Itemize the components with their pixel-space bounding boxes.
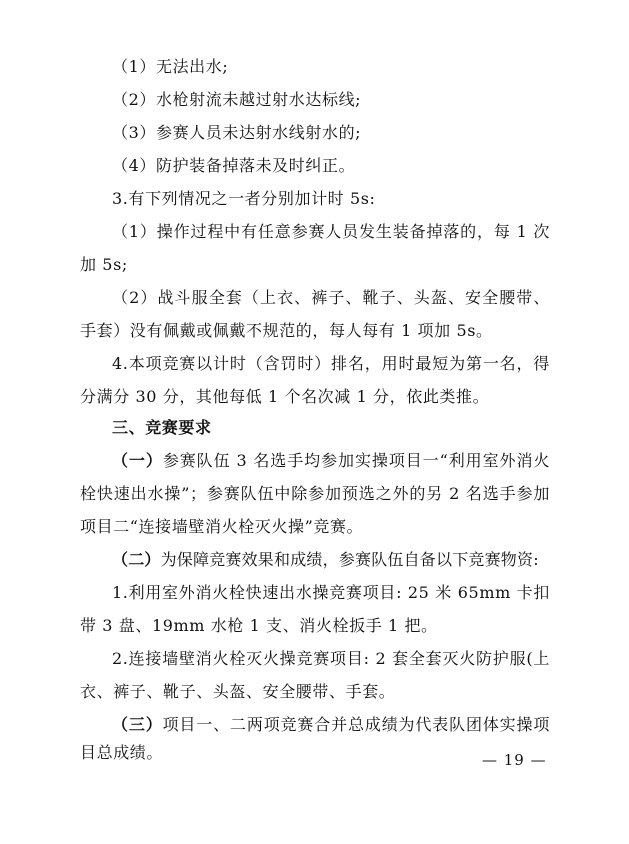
requirement-2-text: 为保障竞赛效果和成绩，参赛队伍自备以下竞赛物资: xyxy=(160,550,539,569)
rule-3-item-2-line-2: 手套）没有佩戴或佩戴不规范的，每人每有 1 项加 5s。 xyxy=(80,321,493,340)
requirement-1-text: 参赛队伍 3 名选手均参加实操项目一“利用室外消火 xyxy=(162,451,550,470)
requirement-3-marker: （三） xyxy=(112,715,163,734)
rule-3-item-1-line-1: （1）操作过程中有任意参赛人员发生装备掉落的，每 1 次 xyxy=(112,222,550,241)
requirement-1-line-3: 项目二“连接墙壁消火栓灭火操”竞赛。 xyxy=(80,517,364,536)
penalty-item-2: （2）水枪射流未越过射水达标线; xyxy=(112,90,362,109)
rule-3-item-2-line-1: （2）战斗服全套（上衣、裤子、靴子、头盔、安全腰带、 xyxy=(112,288,550,307)
requirement-3-line-2: 目总成绩。 xyxy=(80,743,164,762)
materials-2-line-2: 衣、裤子、靴子、头盔、安全腰带、手套。 xyxy=(80,682,396,701)
requirement-3-line-1 xyxy=(112,714,550,736)
penalty-item-3: （3）参赛人员未达射水线射水的; xyxy=(112,123,362,142)
rule-3-heading: 3.有下列情况之一者分别加计时 5s: xyxy=(112,189,376,208)
penalty-item-1: （1）无法出水; xyxy=(112,57,229,76)
requirement-1-line-1 xyxy=(112,450,550,472)
materials-2-line-1: 2.连接墙壁消火栓灭火操竞赛项目: 2 套全套灭火防护服(上 xyxy=(112,649,550,668)
requirement-2-marker: （二） xyxy=(112,550,161,569)
page-number: — 19 — xyxy=(482,751,547,769)
requirement-1-line-2: 栓快速出水操”；参赛队伍中除参加预选之外的另 2 名选手参加 xyxy=(80,484,550,503)
rule-4-line-2: 分满分 30 分，其他每低 1 个名次减 1 分，依此类推。 xyxy=(80,387,490,406)
materials-1-line-2: 带 3 盘、19mm 水枪 1 支、消火栓扳手 1 把。 xyxy=(80,616,438,635)
rule-3-item-1-line-2: 加 5s; xyxy=(80,255,128,274)
section-3-heading: 三、竞赛要求 xyxy=(112,418,212,437)
requirement-3-text: 项目一、二两项竞赛合并总成绩为代表队团体实操项 xyxy=(162,715,550,734)
requirement-2-line-1 xyxy=(112,549,550,571)
requirement-1-marker: （一） xyxy=(112,451,163,470)
penalty-item-4: （4）防护装备掉落未及时纠正。 xyxy=(112,156,356,175)
materials-1-line-1: 1.利用室外消火栓快速出水操竞赛项目: 25 米 65mm 卡扣 xyxy=(112,583,550,602)
rule-4-line-1: 4.本项竞赛以计时（含罚时）排名，用时最短为第一名，得 xyxy=(112,354,550,373)
